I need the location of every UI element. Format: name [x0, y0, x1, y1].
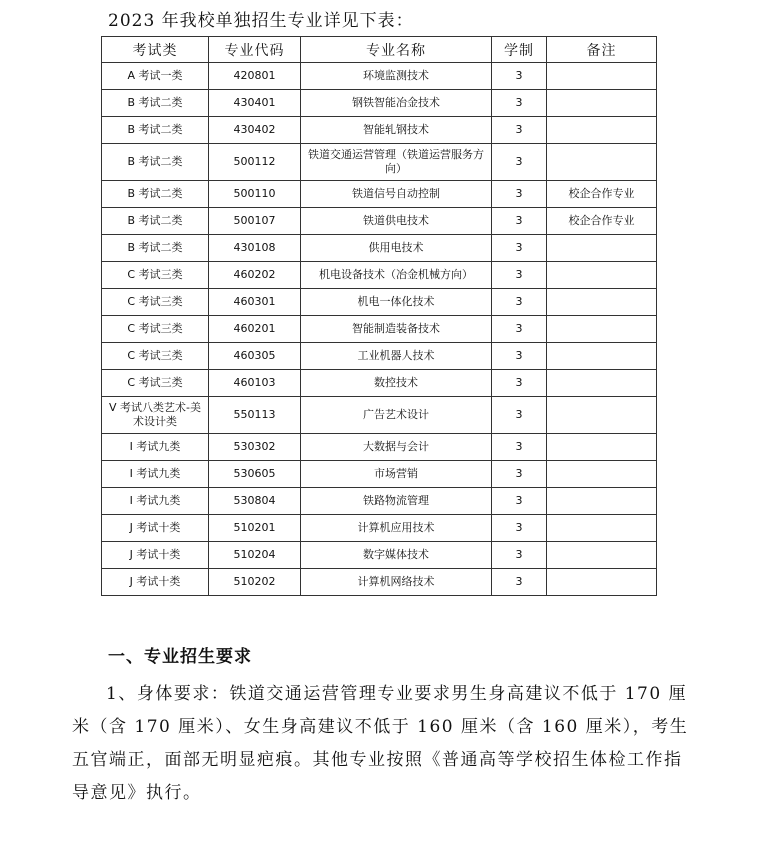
- cell-major-code: 510201: [209, 515, 301, 542]
- cell-major-code: 460301: [209, 289, 301, 316]
- table-row: [102, 63, 657, 90]
- table-row: [102, 397, 657, 434]
- table-row: [102, 370, 657, 397]
- cell-remarks: 校企合作专业: [547, 181, 657, 208]
- table-row: [102, 488, 657, 515]
- cell-major-name: 智能轧钢技术: [301, 117, 492, 144]
- cell-major-code: 500107: [209, 208, 301, 235]
- paragraph-rest: 170 厘米（含 170 厘米）、女生身高建议不低于 160 厘米（含 160 厘米），考生五官端正，面部无明显疤痕。其他专业按照《普通高等学校招生体检工作指导意见》执行。: [72, 684, 689, 803]
- cell-exam-category: C 考试三类: [102, 316, 209, 343]
- cell-duration: 3: [492, 117, 547, 144]
- cell-duration: 3: [492, 262, 547, 289]
- cell-major-name: 数字媒体技术: [301, 542, 492, 569]
- cell-exam-category: C 考试三类: [102, 289, 209, 316]
- cell-major-name: 铁道信号自动控制: [301, 181, 492, 208]
- cell-major-name: 数控技术: [301, 370, 492, 397]
- cell-exam-category: B 考试二类: [102, 181, 209, 208]
- paragraph-first-line: 1、身体要求：铁道交通运营管理专业要求男生身高建议不低于: [106, 684, 618, 704]
- cell-remarks: [547, 370, 657, 397]
- cell-major-name: 机电一体化技术: [301, 289, 492, 316]
- cell-remarks: [547, 515, 657, 542]
- cell-exam-category: C 考试三类: [102, 343, 209, 370]
- cell-exam-category: I 考试九类: [102, 488, 209, 515]
- cell-duration: 3: [492, 488, 547, 515]
- cell-major-code: 510204: [209, 542, 301, 569]
- cell-exam-category: B 考试二类: [102, 208, 209, 235]
- cell-remarks: [547, 397, 657, 434]
- cell-major-code: 530804: [209, 488, 301, 515]
- cell-major-name: 计算机应用技术: [301, 515, 492, 542]
- header-duration: 学制: [492, 37, 547, 63]
- header-exam-category: 考试类: [102, 37, 209, 63]
- cell-major-code: 420801: [209, 63, 301, 90]
- cell-duration: 3: [492, 569, 547, 596]
- cell-major-code: 430402: [209, 117, 301, 144]
- cell-remarks: [547, 262, 657, 289]
- table-row: [102, 461, 657, 488]
- cell-exam-category: A 考试一类: [102, 63, 209, 90]
- cell-remarks: [547, 316, 657, 343]
- cell-exam-category: J 考试十类: [102, 569, 209, 596]
- cell-duration: 3: [492, 397, 547, 434]
- cell-major-code: 500112: [209, 144, 301, 181]
- cell-major-name: 计算机网络技术: [301, 569, 492, 596]
- cell-exam-category: I 考试九类: [102, 461, 209, 488]
- cell-major-name: 供用电技术: [301, 235, 492, 262]
- table-row: [102, 262, 657, 289]
- table-row: [102, 289, 657, 316]
- cell-duration: 3: [492, 542, 547, 569]
- cell-duration: 3: [492, 181, 547, 208]
- cell-duration: 3: [492, 144, 547, 181]
- section-title: 一、专业招生要求: [108, 647, 252, 667]
- cell-exam-category: B 考试二类: [102, 144, 209, 181]
- cell-major-code: 430108: [209, 235, 301, 262]
- cell-remarks: [547, 461, 657, 488]
- table-row: [102, 144, 657, 181]
- cell-remarks: [547, 343, 657, 370]
- cell-major-code: 500110: [209, 181, 301, 208]
- cell-remarks: [547, 542, 657, 569]
- cell-exam-category: C 考试三类: [102, 262, 209, 289]
- table-row: [102, 181, 657, 208]
- table-row: [102, 208, 657, 235]
- cell-duration: 3: [492, 461, 547, 488]
- cell-remarks: [547, 63, 657, 90]
- cell-exam-category: B 考试二类: [102, 117, 209, 144]
- cell-remarks: [547, 289, 657, 316]
- cell-remarks: [547, 434, 657, 461]
- intro-text: 2023 年我校单独招生专业详见下表：: [108, 11, 414, 31]
- cell-major-code: 510202: [209, 569, 301, 596]
- cell-remarks: [547, 488, 657, 515]
- table-row: [102, 235, 657, 262]
- cell-major-name: 市场营销: [301, 461, 492, 488]
- cell-remarks: [547, 117, 657, 144]
- table-row: [102, 542, 657, 569]
- cell-exam-category: I 考试九类: [102, 434, 209, 461]
- table-row: [102, 569, 657, 596]
- majors-table: [101, 36, 657, 596]
- cell-major-code: 550113: [209, 397, 301, 434]
- cell-remarks: 校企合作专业: [547, 208, 657, 235]
- cell-major-name: 铁路物流管理: [301, 488, 492, 515]
- cell-major-name: 机电设备技术（冶金机械方向）: [301, 262, 492, 289]
- cell-major-name: 环境监测技术: [301, 63, 492, 90]
- requirement-paragraph: [72, 678, 694, 810]
- cell-major-name: 铁道供电技术: [301, 208, 492, 235]
- cell-major-name: 广告艺术设计: [301, 397, 492, 434]
- cell-duration: 3: [492, 370, 547, 397]
- table-row: [102, 343, 657, 370]
- table-row: [102, 90, 657, 117]
- cell-major-code: 460202: [209, 262, 301, 289]
- cell-exam-category: C 考试三类: [102, 370, 209, 397]
- cell-duration: 3: [492, 316, 547, 343]
- cell-major-code: 530605: [209, 461, 301, 488]
- cell-major-code: 460305: [209, 343, 301, 370]
- cell-duration: 3: [492, 208, 547, 235]
- table-row: [102, 434, 657, 461]
- cell-major-code: 460201: [209, 316, 301, 343]
- cell-major-name: 大数据与会计: [301, 434, 492, 461]
- cell-duration: 3: [492, 343, 547, 370]
- header-remarks: 备注: [547, 37, 657, 63]
- cell-duration: 3: [492, 63, 547, 90]
- table-row: [102, 117, 657, 144]
- cell-remarks: [547, 144, 657, 181]
- cell-exam-category: B 考试二类: [102, 90, 209, 117]
- cell-duration: 3: [492, 434, 547, 461]
- cell-exam-category: B 考试二类: [102, 235, 209, 262]
- cell-remarks: [547, 90, 657, 117]
- table-row: [102, 515, 657, 542]
- cell-duration: 3: [492, 515, 547, 542]
- table-header-row: [102, 37, 657, 63]
- cell-major-code: 430401: [209, 90, 301, 117]
- header-major-code: 专业代码: [209, 37, 301, 63]
- cell-major-name: 智能制造装备技术: [301, 316, 492, 343]
- cell-duration: 3: [492, 90, 547, 117]
- cell-remarks: [547, 569, 657, 596]
- header-major-name: 专业名称: [301, 37, 492, 63]
- cell-major-name: 工业机器人技术: [301, 343, 492, 370]
- table-row: [102, 316, 657, 343]
- cell-major-name: 钢铁智能冶金技术: [301, 90, 492, 117]
- cell-duration: 3: [492, 289, 547, 316]
- cell-exam-category: J 考试十类: [102, 542, 209, 569]
- cell-major-code: 530302: [209, 434, 301, 461]
- cell-major-name: 铁道交通运营管理（铁道运营服务方向）: [301, 144, 492, 181]
- cell-duration: 3: [492, 235, 547, 262]
- cell-exam-category: J 考试十类: [102, 515, 209, 542]
- cell-exam-category: V 考试八类艺术-美术设计类: [102, 397, 209, 434]
- cell-major-code: 460103: [209, 370, 301, 397]
- cell-remarks: [547, 235, 657, 262]
